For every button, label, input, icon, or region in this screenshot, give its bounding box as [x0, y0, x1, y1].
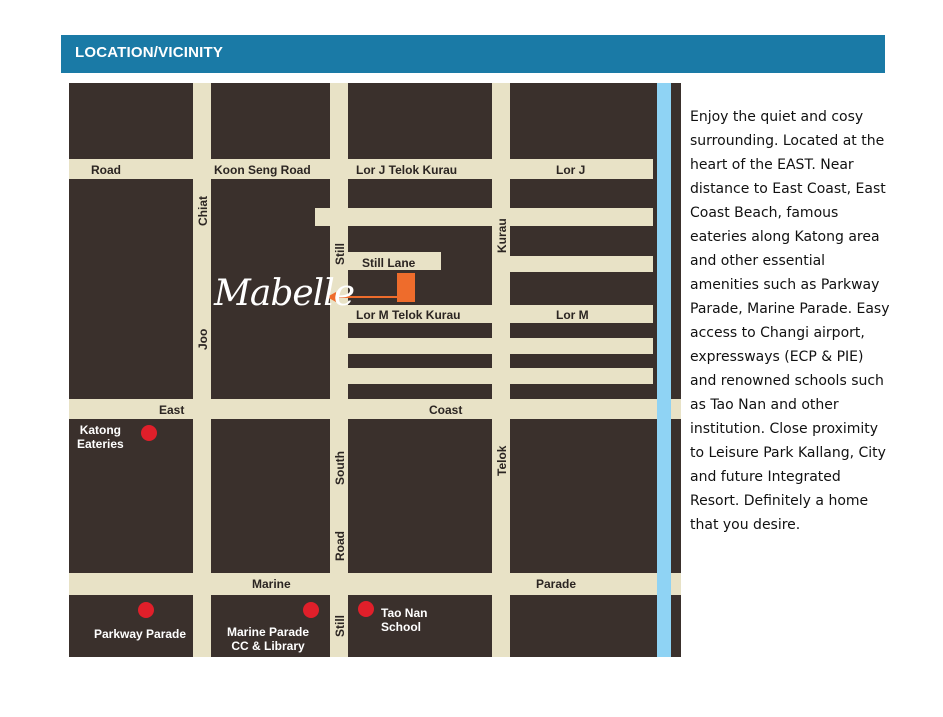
label-still-lane: Still Lane [362, 256, 416, 270]
label-joo: Joo [196, 328, 210, 350]
label-lor-m-telok-kurau: Lor M Telok Kurau [356, 308, 461, 322]
poi-dot-parkway-parade [138, 602, 154, 618]
label-chiat: Chiat [196, 196, 210, 226]
brand-logo: Mabelle [214, 273, 355, 314]
poi-line: Eateries [77, 437, 124, 451]
poi-label-katong-eateries [77, 423, 124, 451]
road-lor-l-east [510, 256, 653, 272]
road-lor-n [348, 338, 653, 354]
poi-label-tao-nan-school [381, 606, 427, 634]
label-south: South [333, 451, 347, 485]
label-road: Road [91, 163, 121, 177]
label-still-upper: Still [333, 242, 347, 265]
label-telok: Telok [495, 445, 509, 476]
river [657, 83, 671, 657]
poi-line: Katong [79, 423, 122, 437]
location-map [69, 83, 681, 657]
section-title: LOCATION/VICINITY [75, 44, 224, 61]
label-lor-j-telok-kurau: Lor J Telok Kurau [356, 163, 458, 177]
poi-label-marine-parade-cc [227, 625, 309, 653]
label-lor-j: Lor J [556, 163, 586, 177]
poi-line: CC & Library [231, 639, 305, 653]
poi-label-parkway-parade: Parkway Parade [94, 627, 187, 641]
label-koon-seng-road: Koon Seng Road [214, 163, 311, 177]
label-kurau: Kurau [495, 218, 509, 253]
label-lor-m: Lor M [556, 308, 589, 322]
site-marker [397, 273, 415, 302]
label-still-lower: Still [333, 614, 347, 637]
label-east: East [159, 403, 185, 417]
label-coast: Coast [429, 403, 463, 417]
poi-line: School [381, 620, 422, 634]
poi-line: Marine Parade [227, 625, 310, 639]
poi-dot-tao-nan-school [358, 601, 374, 617]
poi-dot-katong-eateries [141, 425, 157, 441]
label-parade: Parade [536, 577, 577, 591]
road-lor-k [315, 208, 653, 226]
poi-dot-marine-parade-cc [303, 602, 319, 618]
section-header [61, 35, 885, 73]
label-marine: Marine [252, 577, 291, 591]
road-lor-o [348, 368, 653, 384]
road-marine-parade [69, 573, 681, 595]
label-road-lower: Road [333, 531, 347, 561]
location-description: Enjoy the quiet and cosy surrounding. Located at the heart of the EAST. Near distance to East Coast, East Coast Beach, famous eateries along Katong area and other essential amenities such as Parkway Parade, Marine Parade. Easy access to Changi airport, expressways (ECP & PIE) and renowned schools such as Tao Nan and other institution. Close proximity to Leisure Park Kallang, City and future Integrated Resort. Definitely a home that you desire. [690, 109, 890, 533]
poi-line: Tao Nan [381, 606, 428, 620]
